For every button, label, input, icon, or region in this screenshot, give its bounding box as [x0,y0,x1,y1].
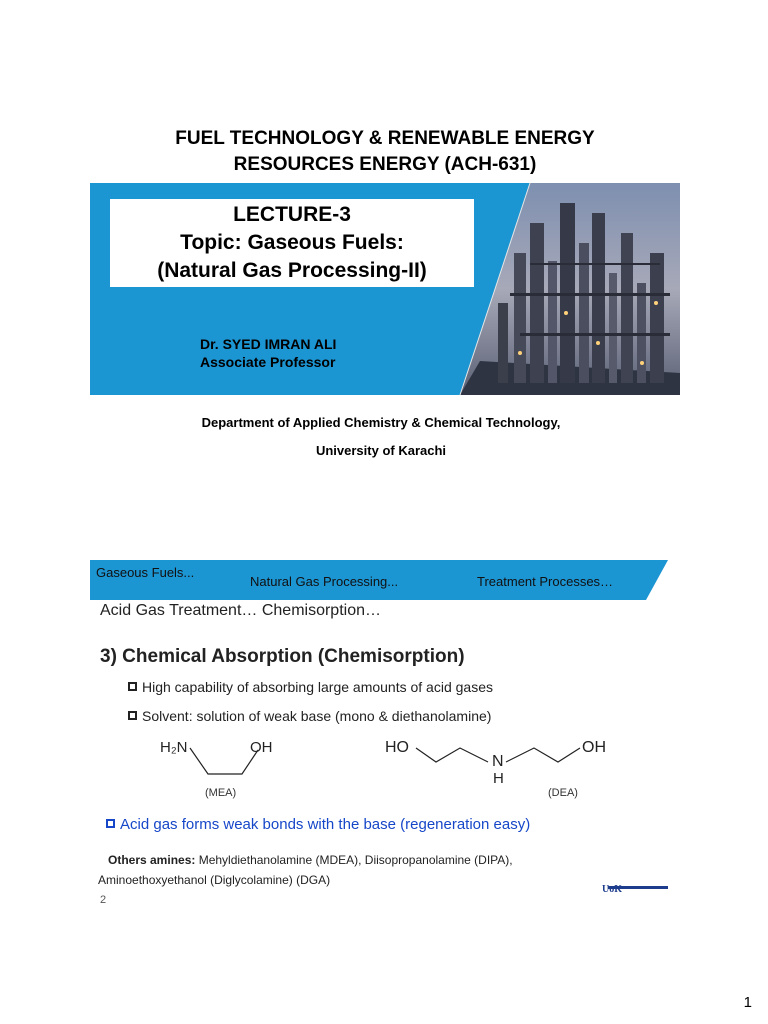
dea-oh: OH [582,739,606,756]
mea-label: (MEA) [205,787,237,799]
department: Department of Applied Chemistry & Chemical Technology, [201,415,561,430]
slide-heading: 3) Chemical Absorption (Chemisorption) [100,646,465,667]
breadcrumb-natural-gas: Natural Gas Processing... [250,574,399,589]
mea-oh: OH [250,739,273,756]
title-banner [90,183,680,395]
course-title [90,126,680,178]
dea-label: (DEA) [548,787,578,799]
checkbox-bullet-icon [106,819,115,828]
lecture-number: LECTURE-3 [233,203,351,226]
affiliation [90,409,672,465]
dea-h: H [493,770,504,787]
bullet-1-text: High capability of absorbing large amounts of acid gases [142,679,493,695]
bullet-1 [128,679,493,695]
lecture-title-box [110,199,474,287]
other-amines-label: Others amines: [108,853,196,867]
lecture-subtopic: (Natural Gas Processing-II) [157,259,427,282]
page-number: 1 [743,994,752,1011]
other-amines [108,853,513,867]
checkbox-bullet-icon [128,711,137,720]
course-title-line1: FUEL TECHNOLOGY & RENEWABLE ENERGY [175,128,595,149]
other-amines-line2: Aminoethoxyethanol (Diglycolamine) (DGA) [98,873,331,887]
bullet-3 [106,816,530,833]
bullet-2 [128,708,491,724]
bullet-3-text: Acid gas forms weak bonds with the base (regeneration easy) [120,816,531,833]
course-title-line2: RESOURCES ENERGY (ACH-631) [233,154,537,175]
author-name: Dr. SYED IMRAN ALI [200,336,337,352]
slide-number: 2 [100,894,107,903]
author-role: Associate Professor [200,354,336,370]
dea-n: N [492,753,504,770]
author-block [200,335,336,371]
amine-structures [150,730,630,802]
dea-ho: HO [385,739,409,756]
university-logo: UoK [602,884,622,895]
breadcrumb-treatment: Treatment Processes… [477,574,614,589]
checkbox-bullet-icon [128,682,137,691]
breadcrumb-gaseous-fuels: Gaseous Fuels... [96,565,195,580]
slide-subtitle: Acid Gas Treatment… Chemisorption… [100,602,381,619]
mea-h2n: H₂N [160,739,188,756]
lecture-topic: Topic: Gaseous Fuels: [180,231,404,254]
university: University of Karachi [315,443,447,458]
other-amines-text: Mehyldiethanolamine (MDEA), Diisopropanolamine (DIPA), [195,853,513,867]
slide-chemisorption [90,558,680,903]
bullet-2-text: Solvent: solution of weak base (mono & diethanolamine) [142,708,492,724]
